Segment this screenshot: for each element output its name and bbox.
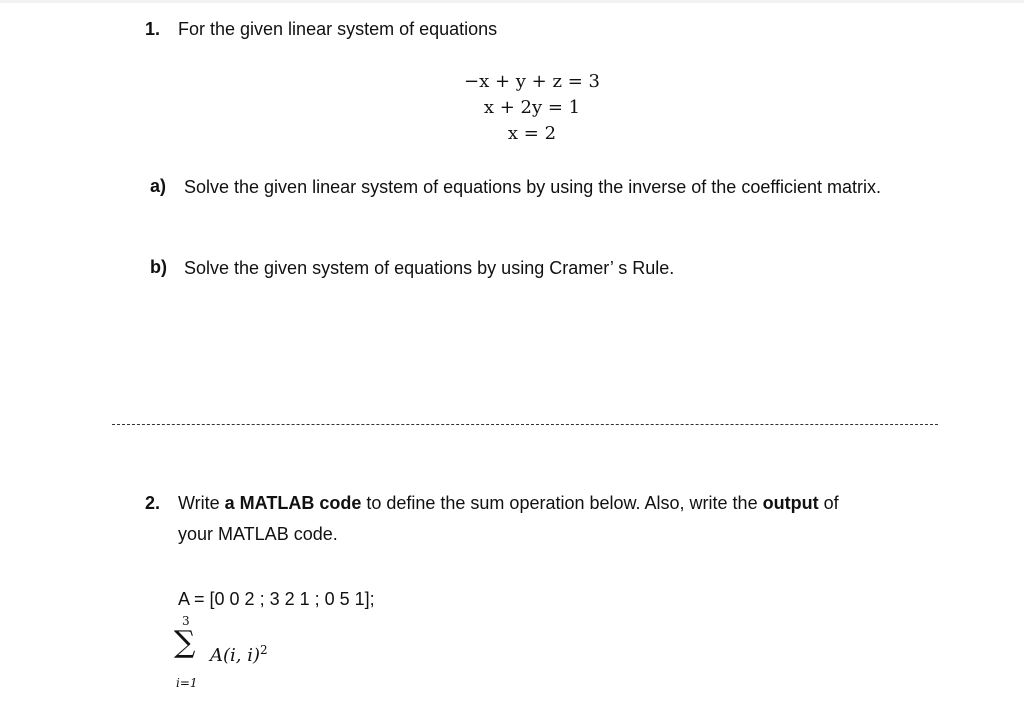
sum-term-expression: A(i, i) [210, 645, 261, 666]
question-2-prompt-line-2: your MATLAB code. [178, 524, 338, 544]
question-2-prompt [178, 493, 839, 514]
equation-3: x = 2 [507, 123, 557, 144]
equation-1: −x + y + z = 3 [464, 71, 600, 92]
prompt-bold-output: output [762, 493, 819, 513]
prompt-text-3: of [818, 493, 839, 513]
prompt-bold-matlab: a MATLAB code [224, 493, 362, 513]
section-divider [112, 424, 938, 425]
sum-term-exponent: 2 [260, 643, 268, 657]
part-a-text: Solve the given linear system of equations by using the inverse of the coefficient matrix. [184, 177, 882, 197]
part-b-text: Solve the given system of equations by using Cramer’ s Rule. [184, 258, 675, 278]
part-a-label: a) [150, 176, 167, 196]
matlab-matrix-definition: A = [0 0 2 ; 3 2 1 ; 0 5 1]; [178, 589, 375, 609]
question-1-prompt: For the given linear system of equations [178, 19, 498, 39]
sum-sigma-symbol: ∑ [174, 625, 196, 660]
prompt-text-1: Write [178, 493, 225, 513]
sum-upper-limit: 3 [182, 614, 190, 628]
equation-2: x + 2y = 1 [483, 97, 581, 118]
question-1-number: 1. [145, 19, 161, 39]
sum-lower-limit: i=1 [176, 676, 198, 690]
part-b-label: b) [150, 257, 167, 277]
question-2-number: 2. [145, 493, 161, 513]
top-border [0, 0, 1024, 3]
prompt-text-2: to define the sum operation below. Also, write the [361, 493, 763, 513]
sum-term [210, 643, 268, 666]
